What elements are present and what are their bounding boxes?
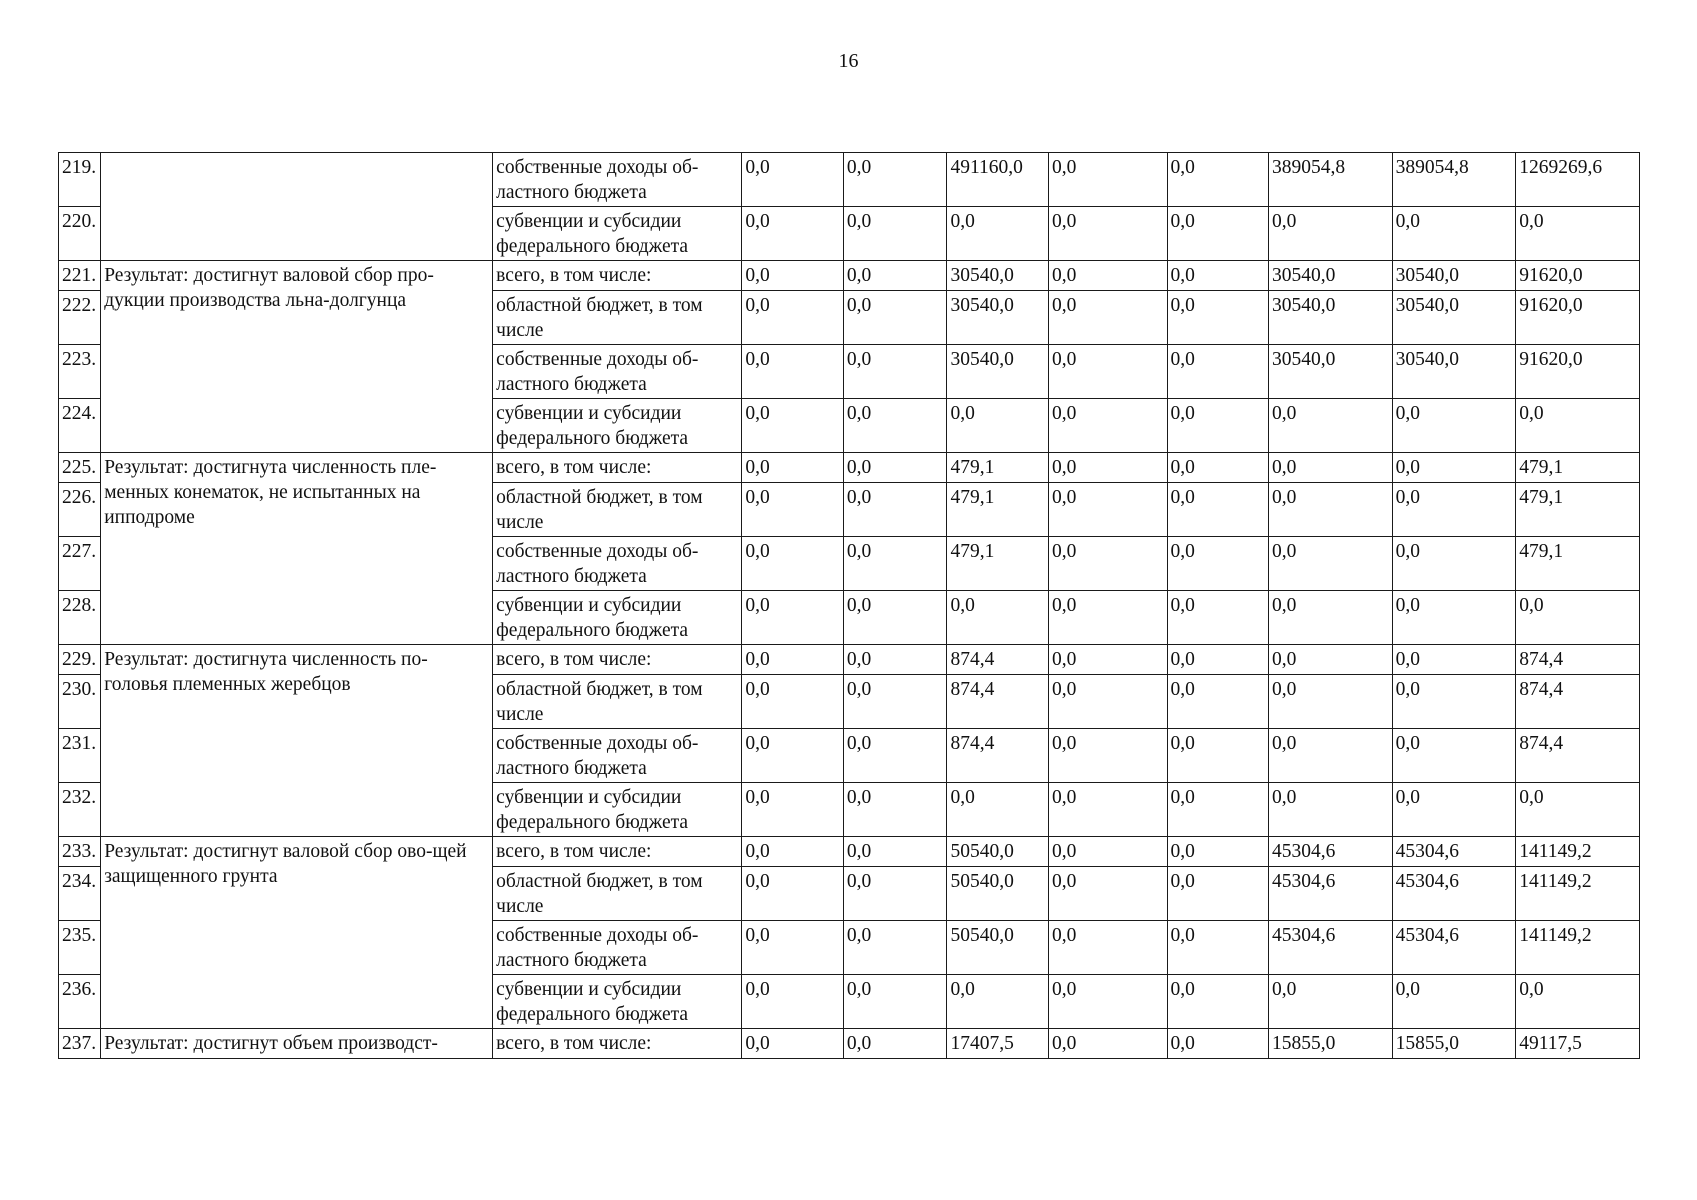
amount-cell: 0,0 (1516, 591, 1640, 645)
amount-cell: 91620,0 (1516, 345, 1640, 399)
amount-cell: 1269269,6 (1516, 153, 1640, 207)
amount-cell: 17407,5 (947, 1029, 1049, 1059)
amount-cell: 0,0 (1048, 921, 1167, 975)
result-description: Результат: достигнут объем производст- (101, 1029, 493, 1059)
amount-cell: 0,0 (742, 345, 844, 399)
amount-cell: 15855,0 (1269, 1029, 1393, 1059)
amount-cell: 45304,6 (1269, 867, 1393, 921)
amount-cell: 479,1 (1516, 453, 1640, 483)
row-number: 228. (59, 591, 101, 645)
amount-cell: 0,0 (843, 975, 947, 1029)
amount-cell: 141149,2 (1516, 921, 1640, 975)
amount-cell: 0,0 (1392, 453, 1516, 483)
amount-cell: 0,0 (1269, 591, 1393, 645)
amount-cell: 0,0 (1167, 675, 1269, 729)
amount-cell: 0,0 (1048, 837, 1167, 867)
amount-cell: 0,0 (1392, 483, 1516, 537)
amount-cell: 0,0 (1167, 483, 1269, 537)
amount-cell: 0,0 (843, 453, 947, 483)
table-row (59, 261, 1640, 291)
amount-cell: 0,0 (742, 207, 844, 261)
table-row (59, 645, 1640, 675)
amount-cell: 479,1 (1516, 483, 1640, 537)
amount-cell: 30540,0 (1269, 261, 1393, 291)
amount-cell: 874,4 (1516, 645, 1640, 675)
table-row (59, 153, 1640, 207)
amount-cell: 0,0 (1048, 261, 1167, 291)
amount-cell: 50540,0 (947, 921, 1049, 975)
amount-cell: 0,0 (1269, 783, 1393, 837)
result-description: Результат: достигнута численность по-головья племенных жеребцов (101, 645, 493, 837)
amount-cell: 0,0 (742, 783, 844, 837)
funding-source: собственные доходы об-ластного бюджета (493, 921, 742, 975)
amount-cell: 0,0 (1269, 729, 1393, 783)
amount-cell: 0,0 (1167, 591, 1269, 645)
funding-source: всего, в том числе: (493, 261, 742, 291)
row-number: 227. (59, 537, 101, 591)
funding-source: субвенции и субсидии федерального бюджета (493, 207, 742, 261)
amount-cell: 0,0 (742, 591, 844, 645)
amount-cell: 874,4 (1516, 729, 1640, 783)
amount-cell: 45304,6 (1392, 867, 1516, 921)
amount-cell: 91620,0 (1516, 291, 1640, 345)
amount-cell: 30540,0 (947, 291, 1049, 345)
amount-cell: 0,0 (1048, 675, 1167, 729)
amount-cell: 50540,0 (947, 867, 1049, 921)
row-number: 231. (59, 729, 101, 783)
amount-cell: 30540,0 (1392, 291, 1516, 345)
amount-cell: 0,0 (1269, 675, 1393, 729)
amount-cell: 49117,5 (1516, 1029, 1640, 1059)
amount-cell: 0,0 (1269, 483, 1393, 537)
amount-cell: 0,0 (1048, 867, 1167, 921)
amount-cell: 15855,0 (1392, 1029, 1516, 1059)
amount-cell: 0,0 (947, 591, 1049, 645)
amount-cell: 30540,0 (1392, 345, 1516, 399)
funding-source: субвенции и субсидии федерального бюджета (493, 975, 742, 1029)
amount-cell: 0,0 (1516, 975, 1640, 1029)
row-number: 223. (59, 345, 101, 399)
amount-cell: 479,1 (947, 537, 1049, 591)
amount-cell: 0,0 (843, 675, 947, 729)
amount-cell: 0,0 (1269, 975, 1393, 1029)
amount-cell: 141149,2 (1516, 837, 1640, 867)
amount-cell: 0,0 (1048, 153, 1167, 207)
amount-cell: 0,0 (843, 345, 947, 399)
funding-source: всего, в том числе: (493, 645, 742, 675)
amount-cell: 874,4 (947, 675, 1049, 729)
amount-cell: 0,0 (1048, 291, 1167, 345)
row-number: 226. (59, 483, 101, 537)
amount-cell: 0,0 (742, 483, 844, 537)
funding-source: субвенции и субсидии федерального бюджета (493, 783, 742, 837)
funding-source: собственные доходы об-ластного бюджета (493, 153, 742, 207)
amount-cell: 0,0 (1269, 645, 1393, 675)
amount-cell: 0,0 (1392, 975, 1516, 1029)
amount-cell: 0,0 (742, 261, 844, 291)
amount-cell: 0,0 (1048, 975, 1167, 1029)
row-number: 237. (59, 1029, 101, 1059)
amount-cell: 0,0 (1048, 483, 1167, 537)
result-description: Результат: достигнута численность пле-менных конематок, не испытанных на ипподроме (101, 453, 493, 645)
amount-cell: 45304,6 (1269, 921, 1393, 975)
row-number: 233. (59, 837, 101, 867)
amount-cell: 0,0 (1392, 591, 1516, 645)
row-number: 224. (59, 399, 101, 453)
amount-cell: 0,0 (1269, 537, 1393, 591)
amount-cell: 0,0 (742, 453, 844, 483)
result-description (101, 153, 493, 261)
amount-cell: 0,0 (1048, 537, 1167, 591)
amount-cell: 0,0 (843, 867, 947, 921)
amount-cell: 50540,0 (947, 837, 1049, 867)
amount-cell: 0,0 (1048, 591, 1167, 645)
amount-cell: 0,0 (843, 399, 947, 453)
amount-cell: 0,0 (1392, 399, 1516, 453)
amount-cell: 0,0 (742, 729, 844, 783)
amount-cell: 0,0 (843, 591, 947, 645)
amount-cell: 0,0 (1167, 153, 1269, 207)
amount-cell: 30540,0 (1269, 345, 1393, 399)
amount-cell: 0,0 (1167, 207, 1269, 261)
amount-cell: 0,0 (1167, 291, 1269, 345)
funding-source: областной бюджет, в том числе (493, 291, 742, 345)
amount-cell: 0,0 (947, 783, 1049, 837)
amount-cell: 30540,0 (947, 261, 1049, 291)
amount-cell: 479,1 (947, 453, 1049, 483)
amount-cell: 0,0 (1167, 921, 1269, 975)
amount-cell: 45304,6 (1392, 921, 1516, 975)
amount-cell: 0,0 (1392, 675, 1516, 729)
amount-cell: 479,1 (947, 483, 1049, 537)
row-number: 219. (59, 153, 101, 207)
amount-cell: 0,0 (742, 975, 844, 1029)
amount-cell: 0,0 (947, 975, 1049, 1029)
amount-cell: 0,0 (1167, 837, 1269, 867)
amount-cell: 0,0 (843, 207, 947, 261)
amount-cell: 0,0 (1167, 1029, 1269, 1059)
row-number: 232. (59, 783, 101, 837)
amount-cell: 0,0 (1167, 975, 1269, 1029)
table-row (59, 837, 1640, 867)
amount-cell: 0,0 (843, 921, 947, 975)
amount-cell: 0,0 (1167, 729, 1269, 783)
amount-cell: 0,0 (742, 291, 844, 345)
amount-cell: 0,0 (742, 645, 844, 675)
amount-cell: 30540,0 (947, 345, 1049, 399)
amount-cell: 0,0 (1048, 645, 1167, 675)
amount-cell: 0,0 (1167, 645, 1269, 675)
amount-cell: 0,0 (843, 837, 947, 867)
amount-cell: 0,0 (742, 837, 844, 867)
amount-cell: 141149,2 (1516, 867, 1640, 921)
amount-cell: 874,4 (947, 729, 1049, 783)
amount-cell: 0,0 (843, 729, 947, 783)
amount-cell: 874,4 (1516, 675, 1640, 729)
amount-cell: 0,0 (1392, 645, 1516, 675)
table-body (59, 153, 1640, 1059)
amount-cell: 0,0 (1392, 537, 1516, 591)
amount-cell: 0,0 (843, 537, 947, 591)
amount-cell: 0,0 (947, 399, 1049, 453)
row-number: 235. (59, 921, 101, 975)
amount-cell: 389054,8 (1269, 153, 1393, 207)
funding-source: собственные доходы об-ластного бюджета (493, 345, 742, 399)
row-number: 229. (59, 645, 101, 675)
amount-cell: 0,0 (1048, 453, 1167, 483)
amount-cell: 0,0 (843, 645, 947, 675)
row-number: 225. (59, 453, 101, 483)
amount-cell: 0,0 (1167, 537, 1269, 591)
result-description: Результат: достигнут валовой сбор про-дукции производства льна-долгунца (101, 261, 493, 453)
amount-cell: 0,0 (742, 867, 844, 921)
table-row (59, 453, 1640, 483)
amount-cell: 0,0 (1167, 783, 1269, 837)
funding-source: всего, в том числе: (493, 1029, 742, 1059)
funding-source: собственные доходы об-ластного бюджета (493, 729, 742, 783)
amount-cell: 0,0 (1167, 867, 1269, 921)
amount-cell: 0,0 (843, 261, 947, 291)
funding-source: собственные доходы об-ластного бюджета (493, 537, 742, 591)
row-number: 234. (59, 867, 101, 921)
amount-cell: 389054,8 (1392, 153, 1516, 207)
amount-cell: 45304,6 (1269, 837, 1393, 867)
budget-table (58, 152, 1640, 1059)
amount-cell: 0,0 (1048, 345, 1167, 399)
row-number: 230. (59, 675, 101, 729)
amount-cell: 0,0 (1048, 207, 1167, 261)
amount-cell: 0,0 (843, 153, 947, 207)
amount-cell: 0,0 (742, 399, 844, 453)
funding-source: областной бюджет, в том числе (493, 483, 742, 537)
page-number: 16 (838, 50, 859, 72)
amount-cell: 0,0 (742, 675, 844, 729)
amount-cell: 0,0 (843, 483, 947, 537)
row-number: 221. (59, 261, 101, 291)
result-description: Результат: достигнут валовой сбор ово-щей защищенного грунта (101, 837, 493, 1029)
amount-cell: 0,0 (1167, 453, 1269, 483)
amount-cell: 0,0 (1392, 207, 1516, 261)
amount-cell: 0,0 (1167, 261, 1269, 291)
row-number: 236. (59, 975, 101, 1029)
funding-source: субвенции и субсидии федерального бюджета (493, 399, 742, 453)
amount-cell: 0,0 (742, 153, 844, 207)
amount-cell: 0,0 (1392, 729, 1516, 783)
amount-cell: 91620,0 (1516, 261, 1640, 291)
amount-cell: 0,0 (1269, 399, 1393, 453)
amount-cell: 0,0 (1167, 345, 1269, 399)
funding-source: областной бюджет, в том числе (493, 675, 742, 729)
funding-source: всего, в том числе: (493, 837, 742, 867)
amount-cell: 0,0 (1392, 783, 1516, 837)
amount-cell: 0,0 (742, 921, 844, 975)
row-number: 222. (59, 291, 101, 345)
row-number: 220. (59, 207, 101, 261)
amount-cell: 30540,0 (1269, 291, 1393, 345)
amount-cell: 0,0 (1167, 399, 1269, 453)
amount-cell: 0,0 (947, 207, 1049, 261)
amount-cell: 0,0 (1516, 783, 1640, 837)
amount-cell: 0,0 (1048, 729, 1167, 783)
amount-cell: 0,0 (1048, 1029, 1167, 1059)
amount-cell: 0,0 (1048, 399, 1167, 453)
amount-cell: 0,0 (1516, 399, 1640, 453)
amount-cell: 479,1 (1516, 537, 1640, 591)
amount-cell: 874,4 (947, 645, 1049, 675)
amount-cell: 0,0 (1516, 207, 1640, 261)
amount-cell: 45304,6 (1392, 837, 1516, 867)
amount-cell: 0,0 (1269, 207, 1393, 261)
amount-cell: 0,0 (843, 783, 947, 837)
funding-source: субвенции и субсидии федерального бюджета (493, 591, 742, 645)
table-row (59, 1029, 1640, 1059)
amount-cell: 0,0 (742, 537, 844, 591)
amount-cell: 0,0 (843, 1029, 947, 1059)
amount-cell: 491160,0 (947, 153, 1049, 207)
funding-source: всего, в том числе: (493, 453, 742, 483)
amount-cell: 0,0 (742, 1029, 844, 1059)
amount-cell: 0,0 (1048, 783, 1167, 837)
funding-source: областной бюджет, в том числе (493, 867, 742, 921)
amount-cell: 30540,0 (1392, 261, 1516, 291)
amount-cell: 0,0 (1269, 453, 1393, 483)
amount-cell: 0,0 (843, 291, 947, 345)
